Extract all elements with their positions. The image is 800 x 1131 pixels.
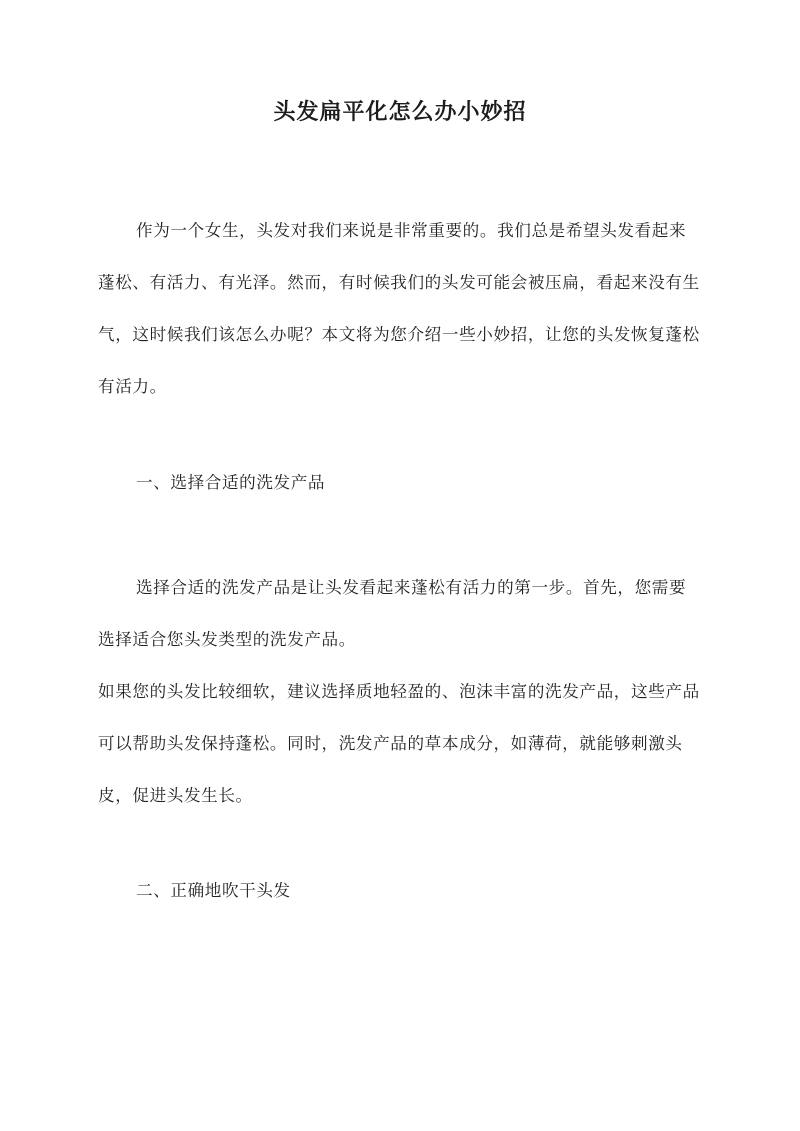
document-title: 头发扁平化怎么办小妙招 [273,99,527,125]
section-1-paragraph-2: 如果您的头发比较细软，建议选择质地轻盈的、泡沫丰富的洗发产品，这些产品可以帮助头发保持蓬松。同时，洗发产品的草本成分，如薄荷，就能够刺激头皮，促进头发生长。 [98,682,700,805]
section-heading-2: 二、正确地吹干头发 [136,881,291,900]
section-1-paragraph-1: 选择合适的洗发产品是让头发看起来蓬松有活力的第一步。首先，您需要选择适合您头发类型的洗发产品。 [98,578,687,649]
intro-paragraph: 作为一个女生，头发对我们来说是非常重要的。我们总是希望头发看起来蓬松、有活力、有光泽。然而，有时候我们的头发可能会被压扁，看起来没有生气，这时候我们该怎么办呢？本文将为您介绍一些小妙招，让您的头发恢复蓬松有活力。 [98,221,700,396]
section-heading-1: 一、选择合适的洗发产品 [136,473,326,492]
